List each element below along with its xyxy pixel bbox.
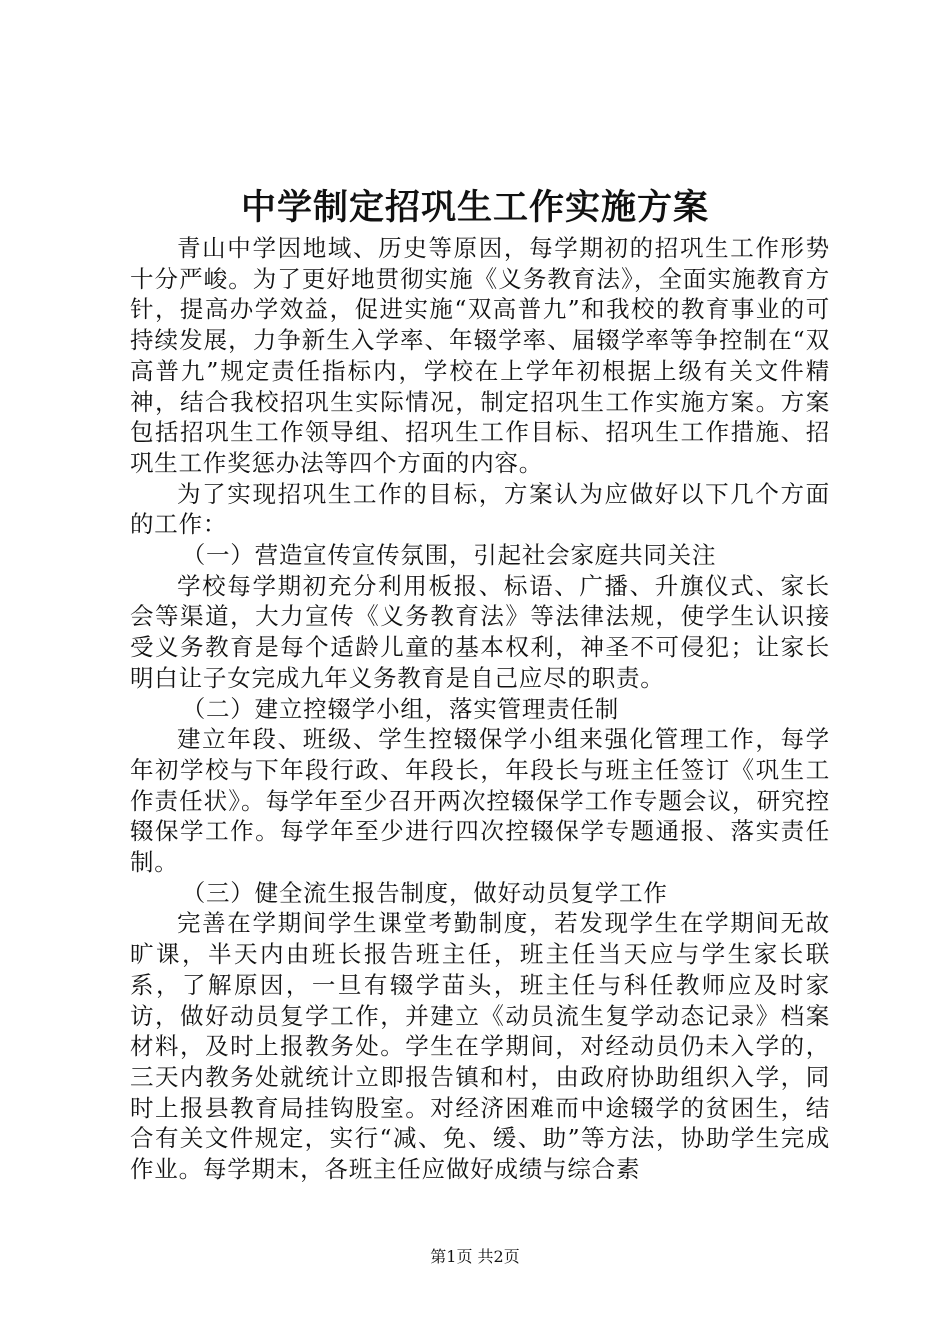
section-heading-3: （三）健全流生报告制度，做好动员复学工作 — [181, 878, 668, 907]
document-title: 中学制定招巩生工作实施方案 — [240, 187, 709, 228]
paragraph-goal: 为了实现招巩生工作的目标，方案认为应做好以下几个方面的工作： — [130, 479, 830, 539]
paragraph-section-2: 建立年段、班级、学生控辍保学小组来强化管理工作，每学年初学校与下年段行政、年段长，年段长与班主任签订《巩生工作责任状》。每学年至少召开两次控辍保学工作专题会议，研究控辍保学工作。每学年至少进行四次控辍保学专题通报、落实责任制。 — [130, 725, 830, 877]
paragraph-section-1: 学校每学期初充分利用板报、标语、广播、升旗仪式、家长会等渠道，大力宣传《义务教育法》等法律法规，使学生认识接受义务教育是每个适龄儿童的基本权利，神圣不可侵犯；让家长明白让子女完成九年义务教育是自己应尽的职责。 — [130, 571, 830, 692]
page-number-footer: 第1页 共2页 — [430, 1247, 520, 1266]
document-body — [130, 233, 830, 1185]
section-heading-2: （二）建立控辍学小组，落实管理责任制 — [181, 694, 620, 723]
paragraph-section-3: 完善在学期间学生课堂考勤制度，若发现学生在学期间无故旷课，半天内由班长报告班主任，班主任当天应与学生家长联系，了解原因，一旦有辍学苗头，班主任与科任教师应及时家访，做好动员复学工作，并建立《动员流生复学动态记录》档案材料，及时上报教务处。学生在学期间，对经动员仍未入学的，三天内教务处就统计立即报告镇和村，由政府协助组织入学，同时上报县教育局挂钩股室。对经济困难而中途辍学的贫困生，结合有关文件规定，实行“减、免、缓、助”等方法，协助学生完成作业。每学期末，各班主任应做好成绩与综合素 — [130, 909, 830, 1184]
section-heading-1: （一）营造宣传宣传氛围，引起社会家庭共同关注 — [181, 541, 717, 570]
paragraph-intro: 青山中学因地域、历史等原因，每学期初的招巩生工作形势十分严峻。为了更好地贯彻实施《义务教育法》，全面实施教育方针，提高办学效益，促进实施“双高普九”和我校的教育事业的可持续发展，力争新生入学率、年辍学率、届辍学率等争控制在“双高普九”规定责任指标内，学校在上学年初根据上级有关文件精神，结合我校招巩生实际情况，制定招巩生工作实施方案。方案包括招巩生工作领导组、招巩生工作目标、招巩生工作措施、招巩生工作奖惩办法等四个方面的内容。 — [130, 234, 830, 477]
